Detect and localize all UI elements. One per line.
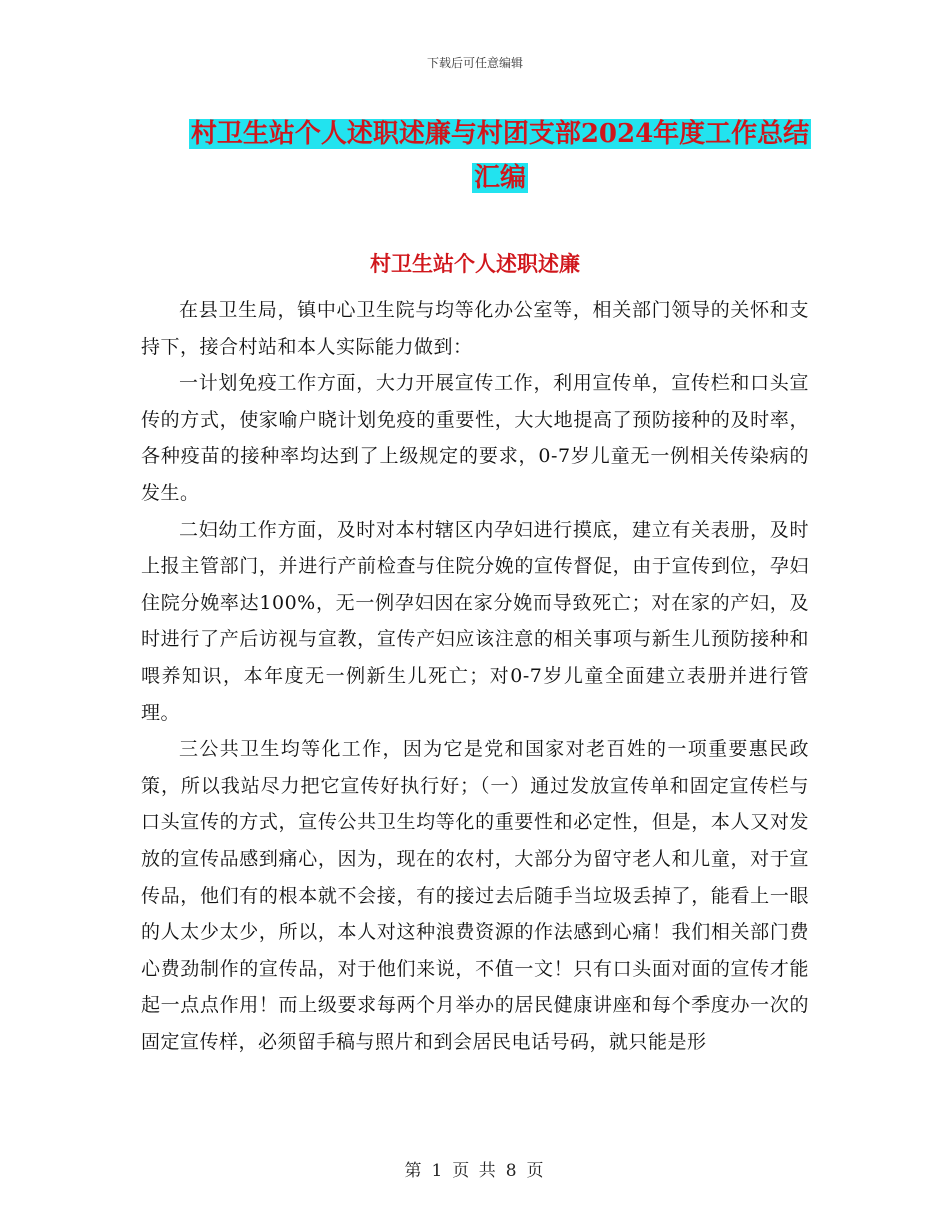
footer-prefix: 第 [404,1161,424,1181]
footer-middle: 页 共 [452,1161,498,1181]
paragraph-intro: 在县卫生局，镇中心卫生院与均等化办公室等，相关部门领导的关怀和支持下，接合村站和本人实际能力做到： [141,299,809,358]
document-body [141,292,809,1060]
paragraph-public-health: 三公共卫生均等化工作，因为它是党和国家对老百姓的一项重要惠民政策，所以我站尽力把它宣传好执行好；（一）通过发放宣传单和固定宣传栏与口头宣传的方式，宣传公共卫生均等化的重要性和必定性，但是，本人又对发放的宣传品感到痛心，因为，现在的农村，大部分为留守老人和儿童，对于宣传品，他们有的根本就不会接，有的接过去后随手当垃圾丢掉了，能看上一眼的人太少太少，所以，本人对这种浪费资源的作法感到心痛！我们相关部门费心费劲制作的宣传品，对于他们来说，不值一文！只有口头面对面的宣传才能起一点点作用！而上级要求每两个月举办的居民健康讲座和每个季度办一次的固定宣传样，必须留手稿与照片和到会居民电话号码，就只能是形 [141,738,809,1053]
document-title-line-1: 村卫生站个人述职述廉与村团支部2024年度工作总结 [190,119,810,149]
paragraph-maternal-child: 二妇幼工作方面，及时对本村辖区内孕妇进行摸底，建立有关表册，及时上报主管部门，并进行产前检查与住院分娩的宣传督促，由于宣传到位，孕妇住院分娩率达100%，无一例孕妇因在家分娩而导致死亡；对在家的产妇，及时进行了产后访视与宣教，宣传产妇应该注意的相关事项与新生儿预防接种和喂养知识，本年度无一例新生儿死亡；对0-7岁儿童全面建立表册并进行管理。 [141,518,809,724]
paragraph-immunization: 一计划免疫工作方面，大力开展宣传工作，利用宣传单，宣传栏和口头宣传的方式，使家喻户晓计划免疫的重要性，大大地提高了预防接种的及时率，各种疫苗的接种率均达到了上级规定的要求，0-7岁儿童无一例相关传染病的发生。 [141,372,809,504]
total-pages-number: 8 [505,1161,519,1181]
document-title-line-2: 汇编 [473,163,526,193]
footer-suffix: 页 [526,1161,546,1181]
page-footer [0,1156,950,1181]
document-title [140,112,860,200]
current-page-number: 1 [431,1161,445,1181]
section-title: 村卫生站个人述职述廉 [370,251,580,276]
header-note: 下载后可任意编辑 [426,56,523,70]
